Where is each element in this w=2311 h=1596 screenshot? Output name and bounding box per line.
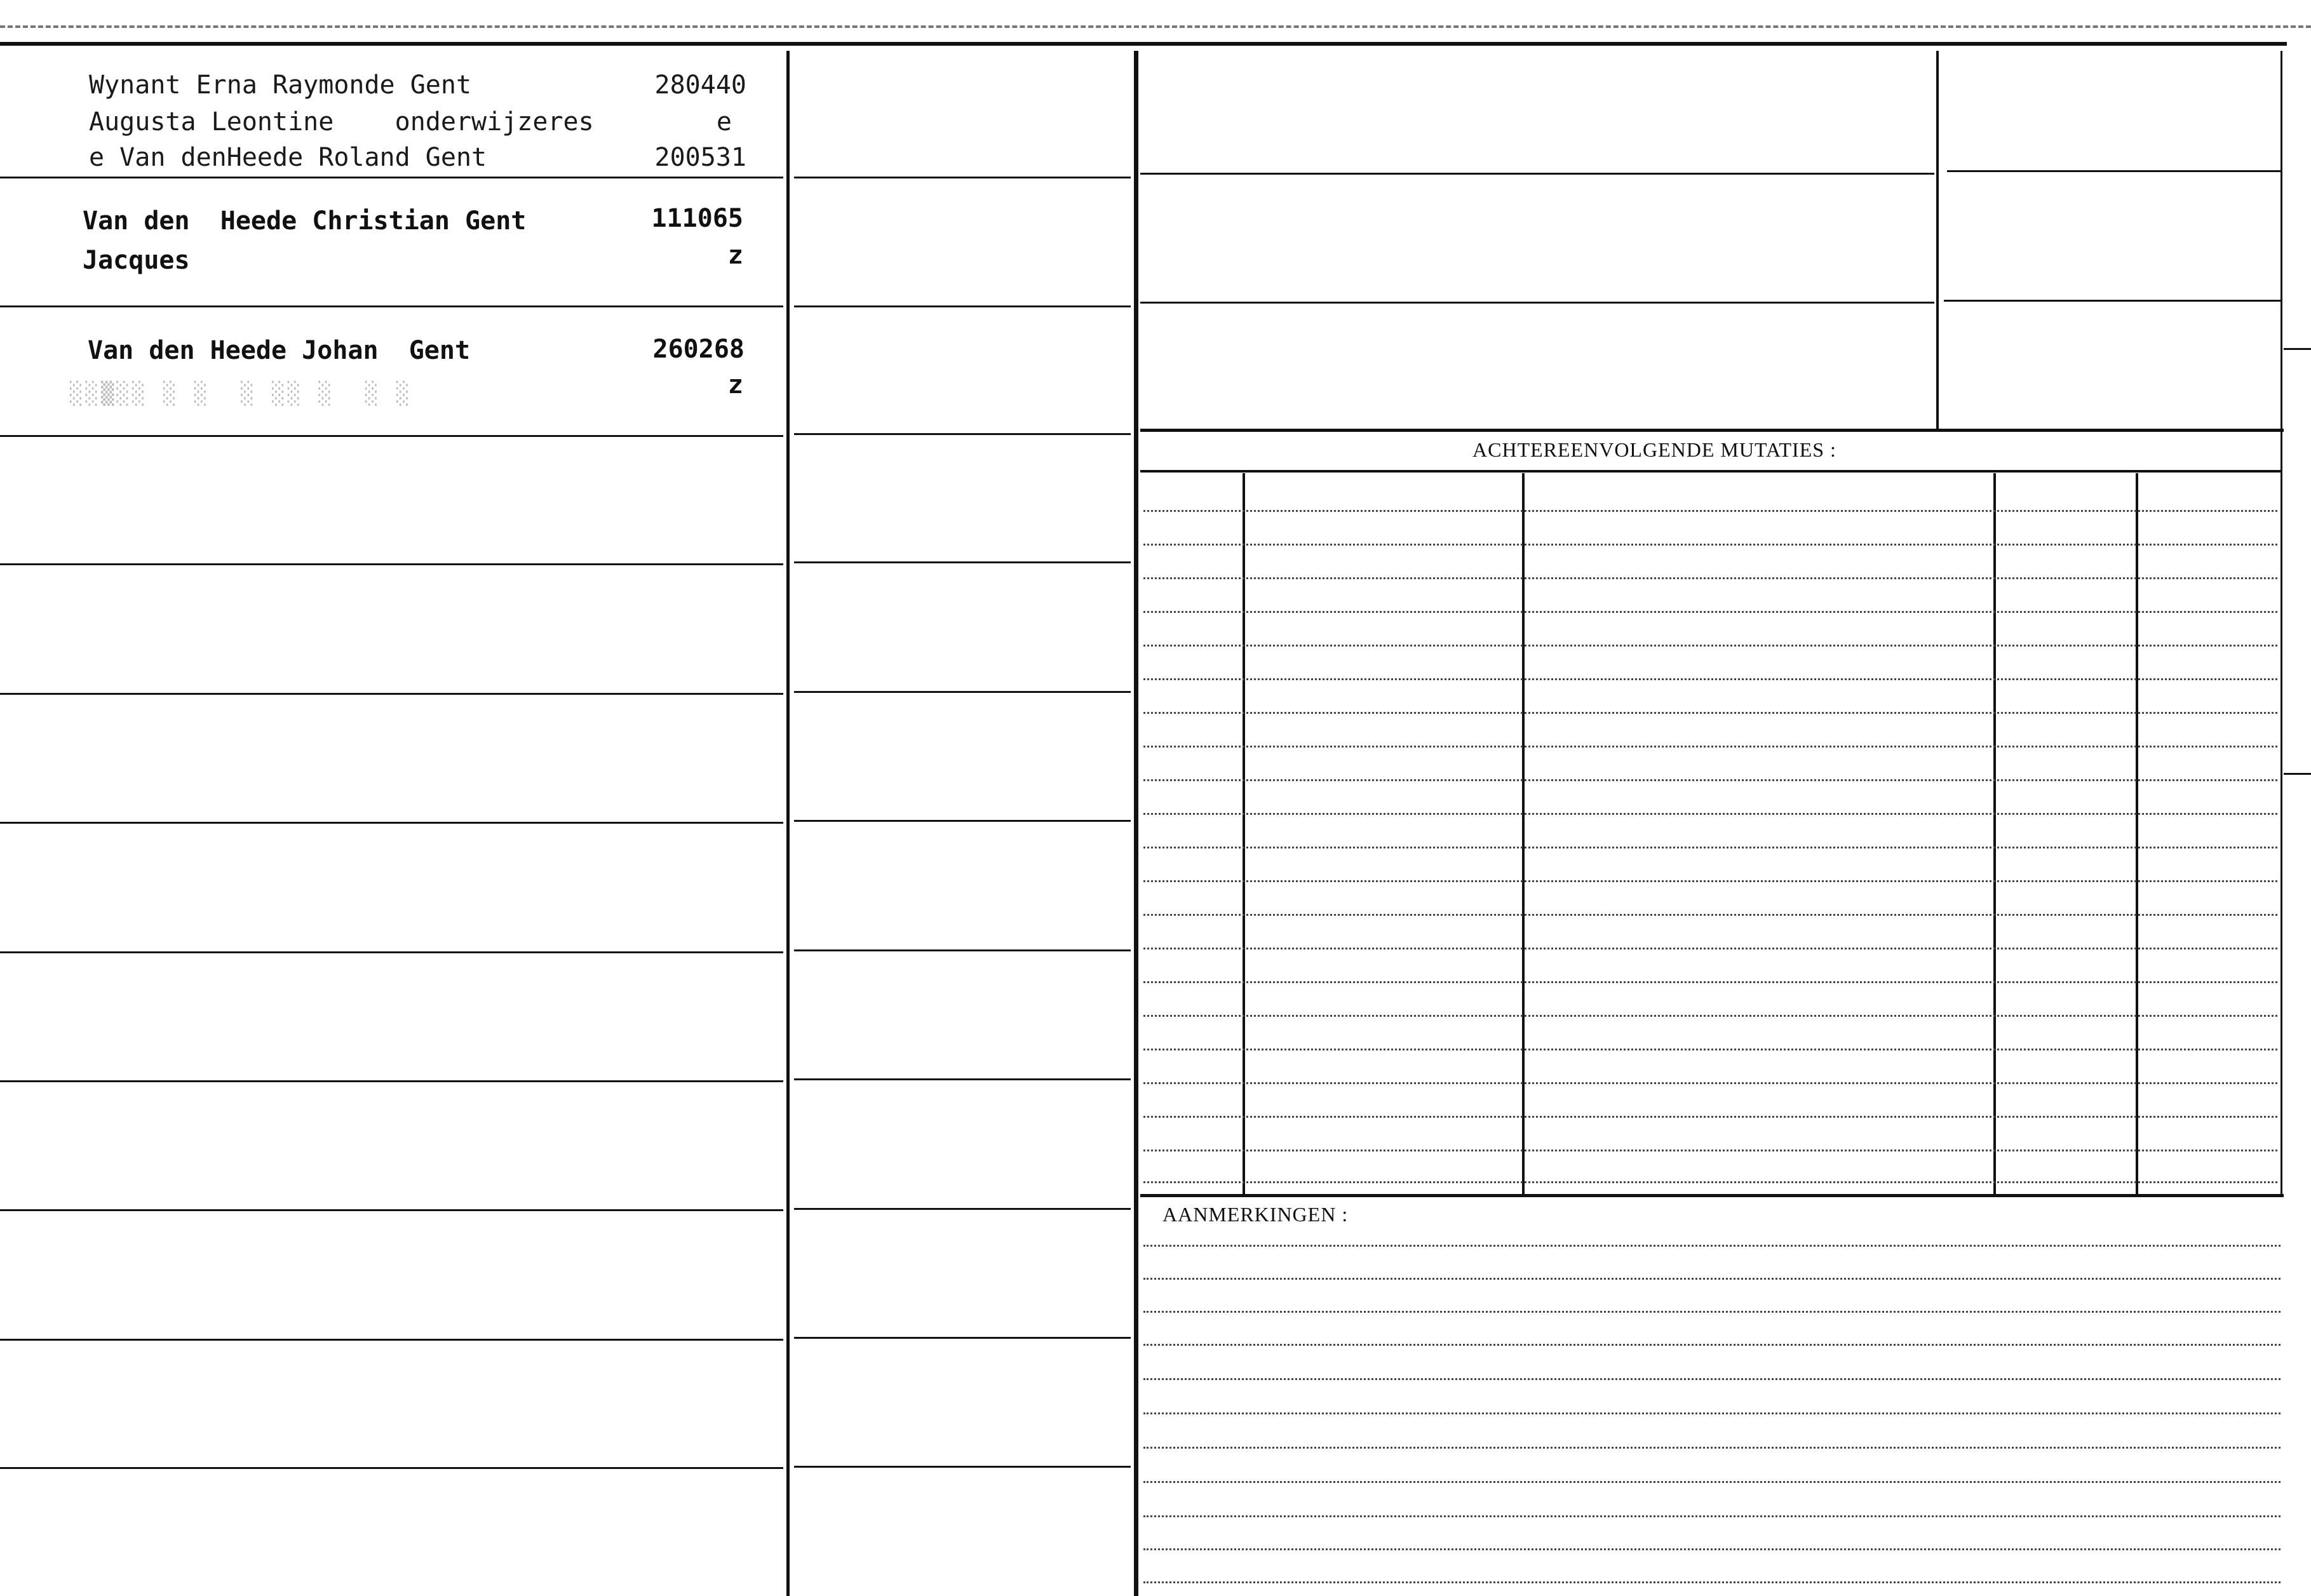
upper-box-line-2r xyxy=(1944,300,2281,302)
row-line-1b xyxy=(794,177,1131,178)
entry-1-date-2: e xyxy=(716,107,732,137)
aanmerkingen-line xyxy=(1143,1311,2281,1313)
entry-2-date-2: z xyxy=(727,241,743,270)
mutaties-row xyxy=(1143,611,2277,613)
entry-1-date-3: 200531 xyxy=(654,143,746,172)
entry-2-date-1: 111065 xyxy=(651,204,743,233)
mutaties-row xyxy=(1143,914,2277,916)
row-line-6 xyxy=(0,822,783,824)
mutaties-row xyxy=(1143,1150,2277,1151)
row-line-10b xyxy=(794,1337,1131,1339)
top-border xyxy=(0,42,2287,46)
mutaties-row xyxy=(1143,1116,2277,1118)
margin-tick-2 xyxy=(2284,773,2311,775)
aanmerkingen-line xyxy=(1143,1245,2281,1247)
mutaties-row xyxy=(1143,645,2277,647)
mutaties-row xyxy=(1143,678,2277,680)
mutaties-row xyxy=(1143,880,2277,882)
entry-3-line-1: Van den Heede Johan Gent xyxy=(88,336,471,365)
row-line-8b xyxy=(794,1078,1131,1080)
middle-column-divider xyxy=(1134,51,1138,1596)
row-line-4b xyxy=(794,561,1131,563)
mutaties-row xyxy=(1143,1181,2277,1183)
aanmerkingen-line xyxy=(1143,1447,2281,1449)
mutaties-row xyxy=(1143,510,2277,512)
right-edge-line xyxy=(2281,51,2282,1194)
row-line-9 xyxy=(0,1209,783,1211)
aanmerkingen-line xyxy=(1143,1344,2281,1346)
mutaties-row xyxy=(1143,577,2277,579)
left-column-divider xyxy=(786,51,790,1596)
row-line-7 xyxy=(0,951,783,953)
row-line-6b xyxy=(794,820,1131,822)
mutaties-row xyxy=(1143,712,2277,714)
mutaties-row xyxy=(1143,746,2277,748)
mutaties-col-1 xyxy=(1243,473,1245,1194)
mutaties-heading: ACHTEREENVOLGENDE MUTATIES : xyxy=(1472,438,1836,461)
mutaties-row xyxy=(1143,847,2277,848)
mutaties-row xyxy=(1143,544,2277,546)
row-line-11b xyxy=(794,1466,1131,1468)
entry-3-date-2: z xyxy=(727,370,743,399)
entry-1-date-1: 280440 xyxy=(654,70,746,100)
row-line-7b xyxy=(794,949,1131,951)
aanmerkingen-line xyxy=(1143,1481,2281,1483)
row-line-1 xyxy=(0,177,783,178)
aanmerkingen-line xyxy=(1143,1378,2281,1380)
row-line-3 xyxy=(0,435,783,437)
right-upper-divider xyxy=(1936,51,1939,432)
mutaties-col-4 xyxy=(2136,473,2138,1194)
mutaties-row xyxy=(1143,1015,2277,1017)
entry-3-date-1: 260268 xyxy=(652,335,745,364)
row-line-2b xyxy=(794,305,1131,307)
row-line-10 xyxy=(0,1339,783,1341)
mutaties-top-border xyxy=(1140,429,2284,432)
upper-box-line-1 xyxy=(1140,173,1934,175)
row-line-8 xyxy=(0,1080,783,1082)
entry-2-line-1: Van den Heede Christian Gent xyxy=(83,206,527,236)
entry-1-line-3: e Van denHeede Roland Gent xyxy=(89,143,487,172)
aanmerkingen-line xyxy=(1143,1581,2281,1583)
mutaties-row xyxy=(1143,813,2277,815)
row-line-5b xyxy=(794,691,1131,693)
mutaties-row xyxy=(1143,779,2277,781)
faded-typewriter-smudge: ░░▒░░ ░ ░ ░ ░░ ░ ░ ░ xyxy=(70,381,412,406)
aanmerkingen-line xyxy=(1143,1278,2281,1280)
margin-tick-1 xyxy=(2284,348,2311,350)
mutaties-row xyxy=(1143,1082,2277,1084)
row-line-11 xyxy=(0,1467,783,1469)
entry-1-line-1: Wynant Erna Raymonde Gent xyxy=(89,70,472,100)
entry-2-line-2: Jacques xyxy=(83,246,190,275)
mutaties-row xyxy=(1143,1049,2277,1050)
aanmerkingen-heading: AANMERKINGEN : xyxy=(1162,1203,1349,1226)
aanmerkingen-line xyxy=(1143,1515,2281,1517)
aanmerkingen-line xyxy=(1143,1412,2281,1414)
mutaties-row xyxy=(1143,981,2277,983)
aanmerkingen-line xyxy=(1143,1548,2281,1550)
mutaties-row xyxy=(1143,948,2277,949)
mutaties-col-3 xyxy=(1993,473,1996,1194)
mutaties-bottom-border xyxy=(1140,1194,2284,1197)
row-line-5 xyxy=(0,693,783,695)
row-line-9b xyxy=(794,1208,1131,1210)
row-line-3b xyxy=(794,433,1131,435)
upper-box-line-1r xyxy=(1947,170,2281,172)
entry-1-line-2: Augusta Leontine onderwijzeres xyxy=(89,107,594,137)
mutaties-header-line xyxy=(1140,470,2281,473)
upper-box-line-2 xyxy=(1140,302,1934,304)
mutaties-col-2 xyxy=(1522,473,1525,1194)
top-edge-perforation xyxy=(0,25,2311,28)
row-line-2 xyxy=(0,305,783,307)
row-line-4 xyxy=(0,563,783,565)
